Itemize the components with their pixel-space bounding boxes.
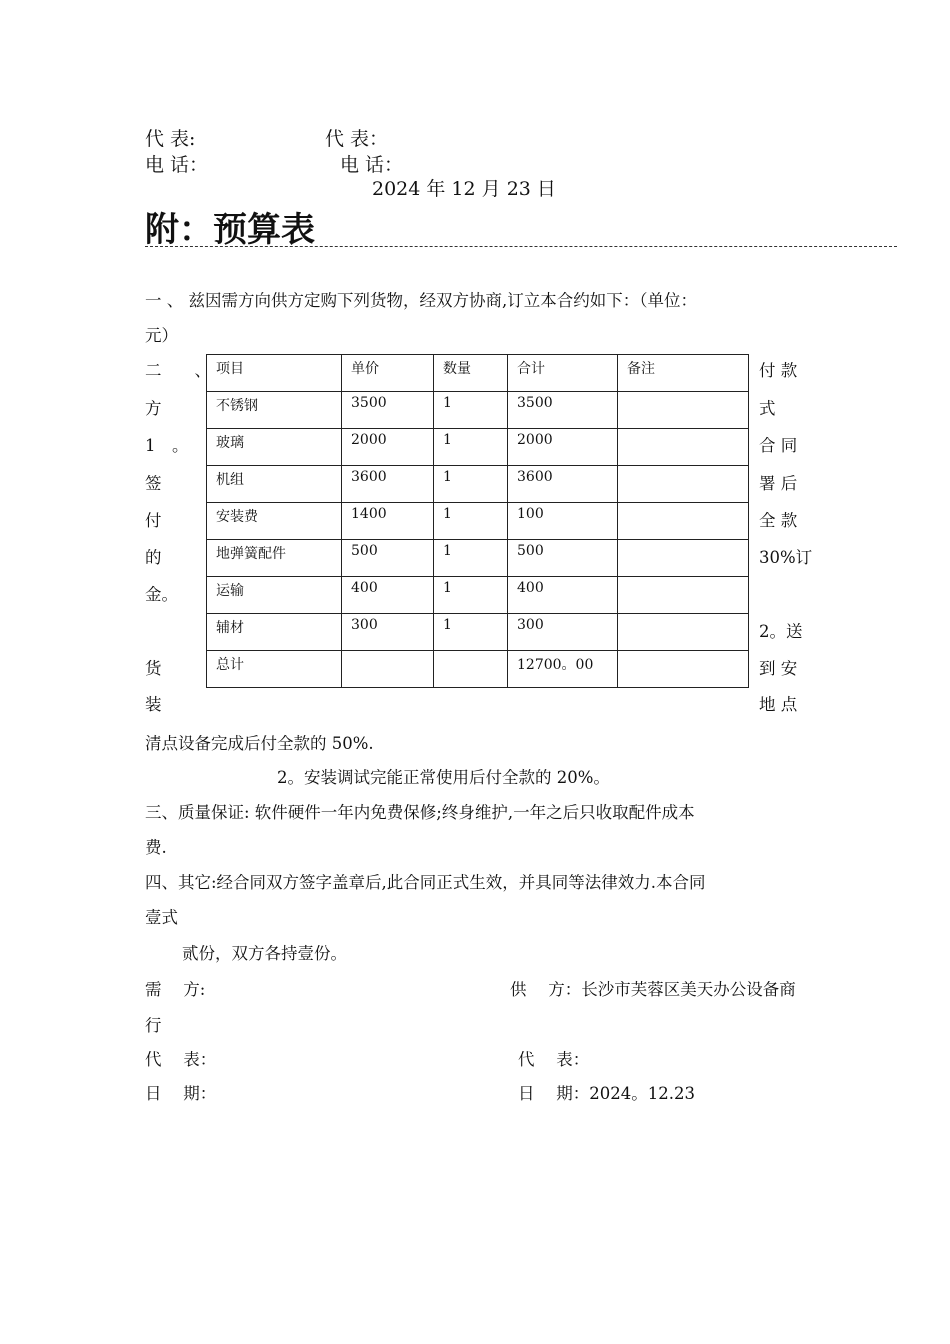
side-left-line: 货 <box>145 659 162 678</box>
side-right-line: 2。送 <box>759 622 803 641</box>
side-right-line: 30%订 <box>759 548 813 567</box>
buyer-date: 日 期： <box>145 1084 217 1103</box>
seller-date: 日 期：2024。12.23 <box>518 1084 695 1103</box>
table-cell <box>618 429 749 466</box>
table-header-cell: 备注 <box>618 355 749 392</box>
table-cell: 安装费 <box>207 503 342 540</box>
section4-line3: 贰份，双方各持壹份。 <box>182 944 347 963</box>
section4-line2: 壹式 <box>145 908 178 927</box>
table-row <box>207 466 749 503</box>
table-row <box>207 503 749 540</box>
side-left-line: 装 <box>145 695 162 714</box>
table-cell: 2000 <box>342 429 434 466</box>
table-cell: 1400 <box>342 503 434 540</box>
table-cell: 1 <box>434 392 508 429</box>
table-cell <box>342 651 434 688</box>
table-cell <box>618 614 749 651</box>
table-header-cell: 单价 <box>342 355 434 392</box>
seller-label-cont: 行 <box>145 1016 162 1035</box>
table-cell <box>434 651 508 688</box>
table-cell: 3500 <box>342 392 434 429</box>
side-right-line: 署 后 <box>759 474 798 493</box>
table-cell: 500 <box>508 540 618 577</box>
table-row <box>207 392 749 429</box>
table-cell: 地弹簧配件 <box>207 540 342 577</box>
table-row <box>207 651 749 688</box>
table-cell <box>618 466 749 503</box>
table-cell: 300 <box>508 614 618 651</box>
side-right-line: 到 安 <box>759 659 798 678</box>
side-right-line: 式 <box>759 399 776 418</box>
side-left-line: 的 <box>145 548 162 567</box>
table-cell: 12700。00 <box>508 651 618 688</box>
page-title: 附：预算表 <box>145 210 315 250</box>
table-cell: 总计 <box>207 651 342 688</box>
side-right-line: 地 点 <box>759 695 798 714</box>
table-cell: 不锈钢 <box>207 392 342 429</box>
table-cell: 运输 <box>207 577 342 614</box>
table-cell <box>618 651 749 688</box>
payment-line-b: 2。安装调试完能正常使用后付全款的 20%。 <box>277 768 610 787</box>
table-row <box>207 540 749 577</box>
section3-line2: 费. <box>145 838 167 857</box>
section1-line1: 一 、 兹因需方向供方定购下列货物，经双方协商,订立本合约如下：（单位： <box>145 291 697 310</box>
buyer-rep-sign: 代 表： <box>145 1050 217 1069</box>
title-divider <box>145 246 897 247</box>
section1-line2: 元） <box>145 326 178 345</box>
table-cell: 1 <box>434 540 508 577</box>
table-cell: 1 <box>434 466 508 503</box>
side-left-line: 1 。 <box>145 436 189 455</box>
table-cell: 玻璃 <box>207 429 342 466</box>
table-cell: 400 <box>342 577 434 614</box>
table-cell: 500 <box>342 540 434 577</box>
table-row <box>207 577 749 614</box>
buyer-phone-label: 电 话： <box>145 154 209 176</box>
buyer-rep-label: 代 表: <box>145 128 196 150</box>
side-right-line: 合 同 <box>759 436 798 455</box>
table-cell <box>618 392 749 429</box>
table-cell: 1 <box>434 614 508 651</box>
table-header-cell: 项目 <box>207 355 342 392</box>
table-header-row <box>207 355 749 392</box>
table-cell <box>618 503 749 540</box>
side-left-line: 方 <box>145 399 162 418</box>
table-row <box>207 429 749 466</box>
side-left-line: 签 <box>145 474 162 493</box>
seller-phone-label: 电 话： <box>340 154 404 176</box>
section4-line1: 四、其它:经合同双方签字盖章后,此合同正式生效，并具同等法律效力.本合同 <box>145 873 706 892</box>
side-right-line: 付 款 <box>759 361 798 380</box>
table-cell: 机组 <box>207 466 342 503</box>
seller-rep-label: 代 表： <box>325 128 389 150</box>
buyer-label: 需 方: <box>145 980 206 999</box>
seller-label: 供 方：长沙市芙蓉区美天办公设备商 <box>510 980 796 999</box>
table-cell <box>618 540 749 577</box>
side-left-line: 金。 <box>145 585 178 604</box>
table-cell: 辅材 <box>207 614 342 651</box>
table-cell: 1 <box>434 429 508 466</box>
table-cell: 3500 <box>508 392 618 429</box>
table-header-cell: 合计 <box>508 355 618 392</box>
contract-date: 2024 年 12 月 23 日 <box>372 178 556 200</box>
table-cell: 1 <box>434 577 508 614</box>
table-cell: 100 <box>508 503 618 540</box>
section3-line1: 三、质量保证: 软件硬件一年内免费保修;终身维护,一年之后只收取配件成本 <box>145 803 695 822</box>
table-cell: 3600 <box>342 466 434 503</box>
side-left-line: 二 、 <box>145 361 211 380</box>
table-row <box>207 614 749 651</box>
payment-line-a: 清点设备完成后付全款的 50%. <box>145 734 374 753</box>
table-header-cell: 数量 <box>434 355 508 392</box>
table-cell: 300 <box>342 614 434 651</box>
table-cell <box>618 577 749 614</box>
table-cell: 3600 <box>508 466 618 503</box>
side-left-line: 付 <box>145 511 162 530</box>
table-cell: 2000 <box>508 429 618 466</box>
budget-table <box>206 354 749 688</box>
table-cell: 400 <box>508 577 618 614</box>
seller-rep-sign: 代 表： <box>518 1050 590 1069</box>
table-cell: 1 <box>434 503 508 540</box>
side-right-line: 全 款 <box>759 511 798 530</box>
